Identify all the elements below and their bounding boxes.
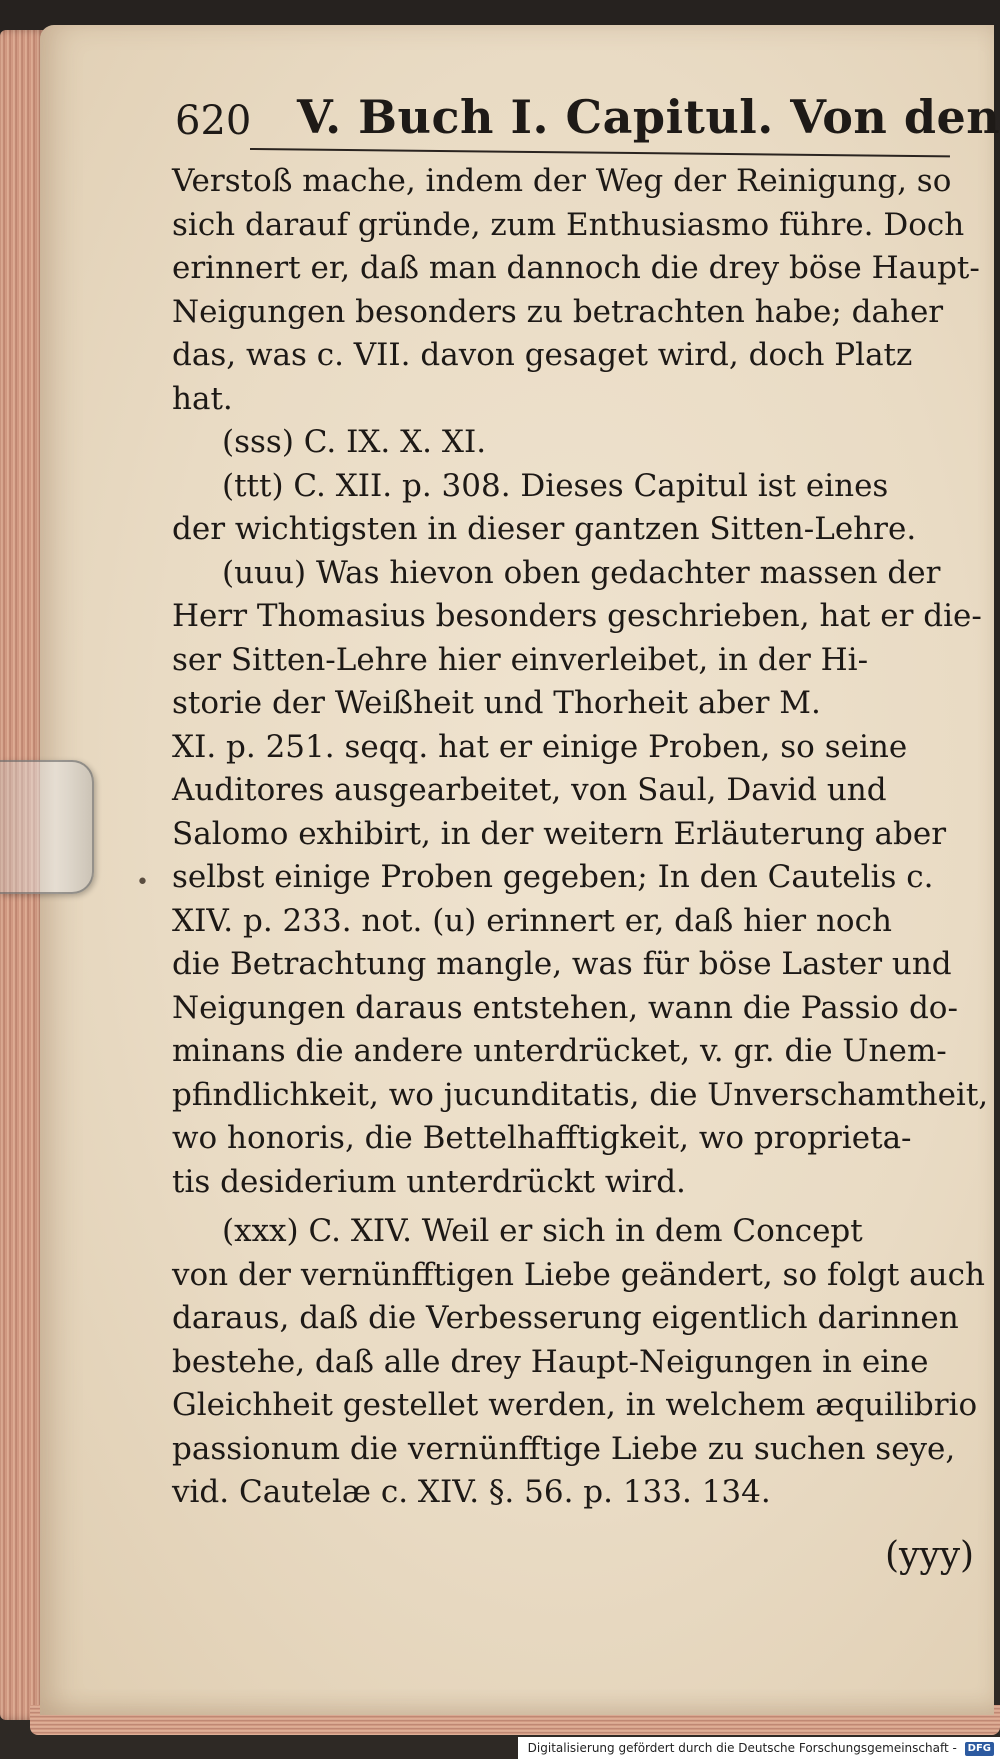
- text-line: die Betrachtung mangle, was für böse Laster und: [172, 946, 952, 982]
- credit-text: Digitalisierung gefördert durch die Deutsche Forschungsgemeinschaft -: [527, 1741, 957, 1755]
- text-line: Gleichheit gestellet werden, in welchem æquilibrio: [172, 1387, 978, 1423]
- text-line: ser Sitten-Lehre hier einverleibet, in der Hi-: [172, 641, 869, 678]
- text-line: Neigungen daraus entstehen, wann die Passio do-: [172, 989, 958, 1026]
- running-title: V. Buch I. Capitul. Von den: [297, 90, 1000, 144]
- text-line: storie der Weißheit und Thorheit aber M.: [172, 685, 821, 721]
- text-line: Salomo exhibirt, in der weitern Erläuterung aber: [172, 815, 947, 852]
- text-line: selbst einige Proben gegeben; In den Cautelis c.: [172, 859, 934, 895]
- text-line: Herr Thomasius besonders geschrieben, hat er die-: [172, 598, 982, 634]
- dfg-logo-icon: DFG: [965, 1742, 994, 1756]
- text-line: pfindlichkeit, wo jucunditatis, die Unverschamtheit,: [172, 1076, 989, 1113]
- text-line: wo honoris, die Bettelhafftigkeit, wo proprieta-: [172, 1120, 912, 1156]
- page-clip: [0, 760, 94, 894]
- text-line: XI. p. 251. seqq. hat er einige Proben, so seine: [172, 728, 908, 765]
- text-line: minans die andere unterdrücket, v. gr. die Unem-: [172, 1033, 947, 1069]
- digitization-credit: [518, 1737, 1000, 1759]
- text-line: bestehe, daß alle drey Haupt-Neigungen in eine: [172, 1343, 929, 1380]
- text-line: XIV. p. 233. not. (u) erinnert er, daß hier noch: [172, 902, 892, 939]
- text-line: der wichtigsten in dieser gantzen Sitten-Lehre.: [172, 511, 917, 547]
- text-line: hat.: [172, 380, 233, 417]
- text-line: daraus, daß die Verbesserung eigentlich darinnen: [172, 1300, 959, 1336]
- footnote-xxx: (xxx) C. XIV. Weil er sich in dem Concept: [222, 1213, 863, 1249]
- body-text: [172, 160, 989, 1515]
- text-line: Auditores ausgearbeitet, von Saul, David und: [172, 772, 887, 808]
- footnote-sss: (sss) C. IX. X. XI.: [222, 424, 487, 460]
- text-line: von der vernünfftigen Liebe geändert, so folgt auch: [172, 1256, 985, 1293]
- page-header: [175, 90, 1000, 150]
- text-line: das, was c. VII. davon gesaget wird, doch Platz: [172, 337, 913, 373]
- margin-mark: •: [136, 870, 149, 895]
- text-line: Verstoß mache, indem der Weg der Reinigung, so: [172, 163, 952, 199]
- text-line: sich darauf gründe, zum Enthusiasmo führe. Doch: [172, 206, 965, 243]
- text-line: Neigungen besonders zu betrachten habe; daher: [172, 293, 944, 330]
- text-line: erinnert er, daß man dannoch die drey böse Haupt-: [172, 250, 980, 286]
- footnote-uuu: (uuu) Was hievon oben gedachter massen der: [222, 554, 941, 591]
- page-number: 620: [175, 98, 252, 144]
- text-line: vid. Cautelæ c. XIV. §. 56. p. 133. 134.: [172, 1474, 771, 1510]
- text-line: passionum die vernünfftige Liebe zu suchen seye,: [172, 1430, 956, 1467]
- catchword: (yyy): [885, 1535, 975, 1576]
- footnote-ttt: (ttt) C. XII. p. 308. Dieses Capitul ist eines: [222, 467, 889, 504]
- text-line: tis desiderium unterdrückt wird.: [172, 1163, 686, 1200]
